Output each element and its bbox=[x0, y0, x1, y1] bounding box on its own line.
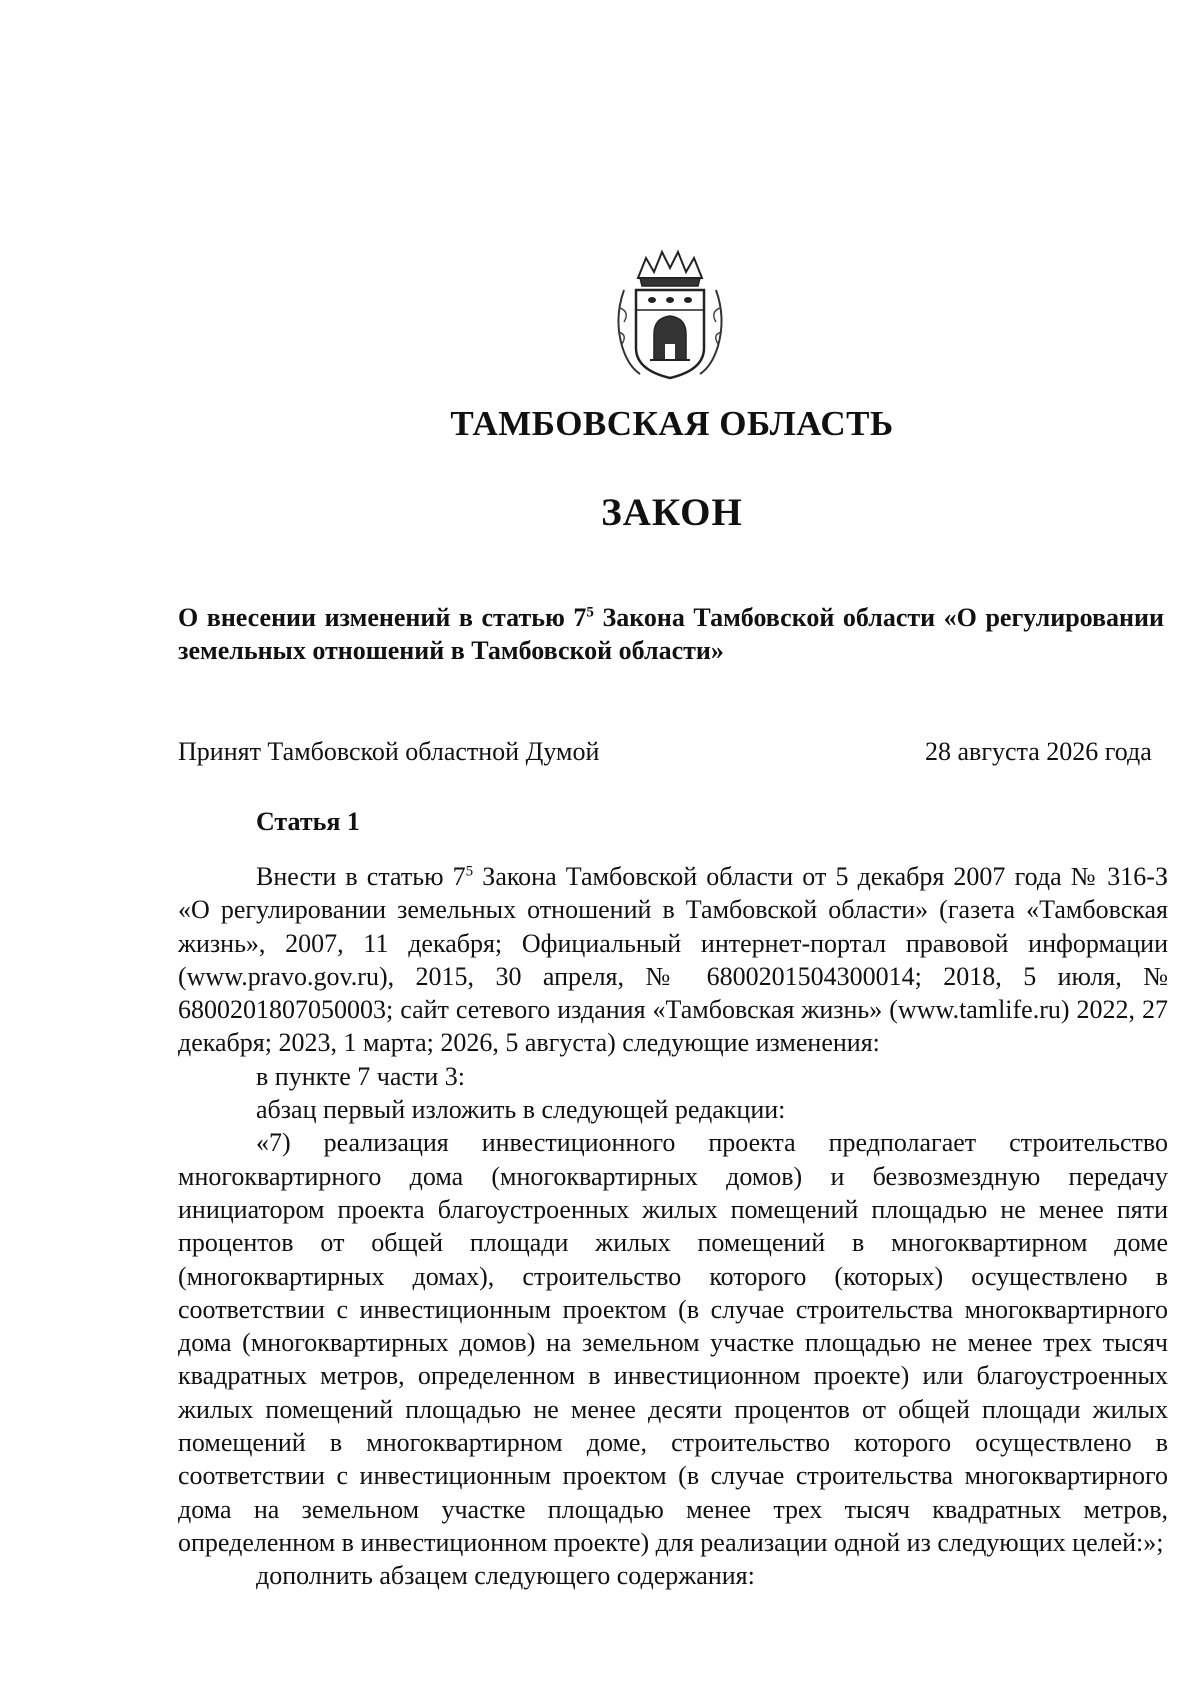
article-heading: Статья 1 bbox=[256, 807, 360, 836]
region-heading: ТАМБОВСКАЯ ОБЛАСТЬ bbox=[450, 404, 894, 443]
paragraph: дополнить абзацем следующего содержания: bbox=[256, 1561, 755, 1591]
law-title: О внесении изменений в статью $7^5$ Закона Тамбовской области «О регулировании земельных отношений в Тамбовской области» bbox=[178, 603, 1164, 665]
adoption-date: 28 августа 2026 года bbox=[925, 737, 1152, 766]
paragraph: в пункте 7 части 3: bbox=[256, 1061, 465, 1091]
coat-of-arms-icon bbox=[610, 248, 730, 383]
adopted-by: Принят Тамбовской областной Думой bbox=[178, 737, 600, 766]
article-body bbox=[178, 860, 1168, 1593]
paragraph: «7) реализация инвестиционного проекта предполагает строительство многоквартирного дома (многоквартирных домов) и безвозмездную передачу инициатором проекта благоустроенных жилых помещений площадью не менее пяти процентов от общей площади жилых помещений в многоквартирном доме (многоквартирных домах), строительство которого (которых) осуществлено в соответствии с инвестиционным проектом (в случае строительства многоквартирного дома (многоквартирных домов) на земельном участке площадью не менее трех тысяч квадратных метров, определенном в инвестиционном проекте) или благоустроенных жилых помещений площадью не менее десяти процентов от общей площади жилых помещений в многоквартирном доме, строительство которого осуществлено в соответствии с инвестиционным проектом (в случае строительства многоквартирного дома на земельном участке площадью менее трех тысяч квадратных метров, определенном в инвестиционном проекте) для реализации одной из следующих целей:»; bbox=[178, 1128, 1168, 1557]
document-type-heading: ЗАКОН bbox=[601, 491, 743, 534]
paragraph: Внести в статью $7^5$ Закона Тамбовской области от 5 декабря 2007 года № 316-З «О регулировании земельных отношений в Тамбовской области» (газета «Тамбовская жизнь», 2007, 11 декабря; Официальный интернет-портал правовой информации (www.pravo.gov.ru), 2015, 30 апреля, № 6800201504300014; 2018, 5 июля, № 6800201807050003; сайт сетевого издания «Тамбовская жизнь» (www.tamlife.ru) 2022, 27 декабря; 2023, 1 марта; 2026, 5 августа) следующие изменения: bbox=[178, 862, 1168, 1058]
paragraph: абзац первый изложить в следующей редакции: bbox=[256, 1095, 786, 1125]
